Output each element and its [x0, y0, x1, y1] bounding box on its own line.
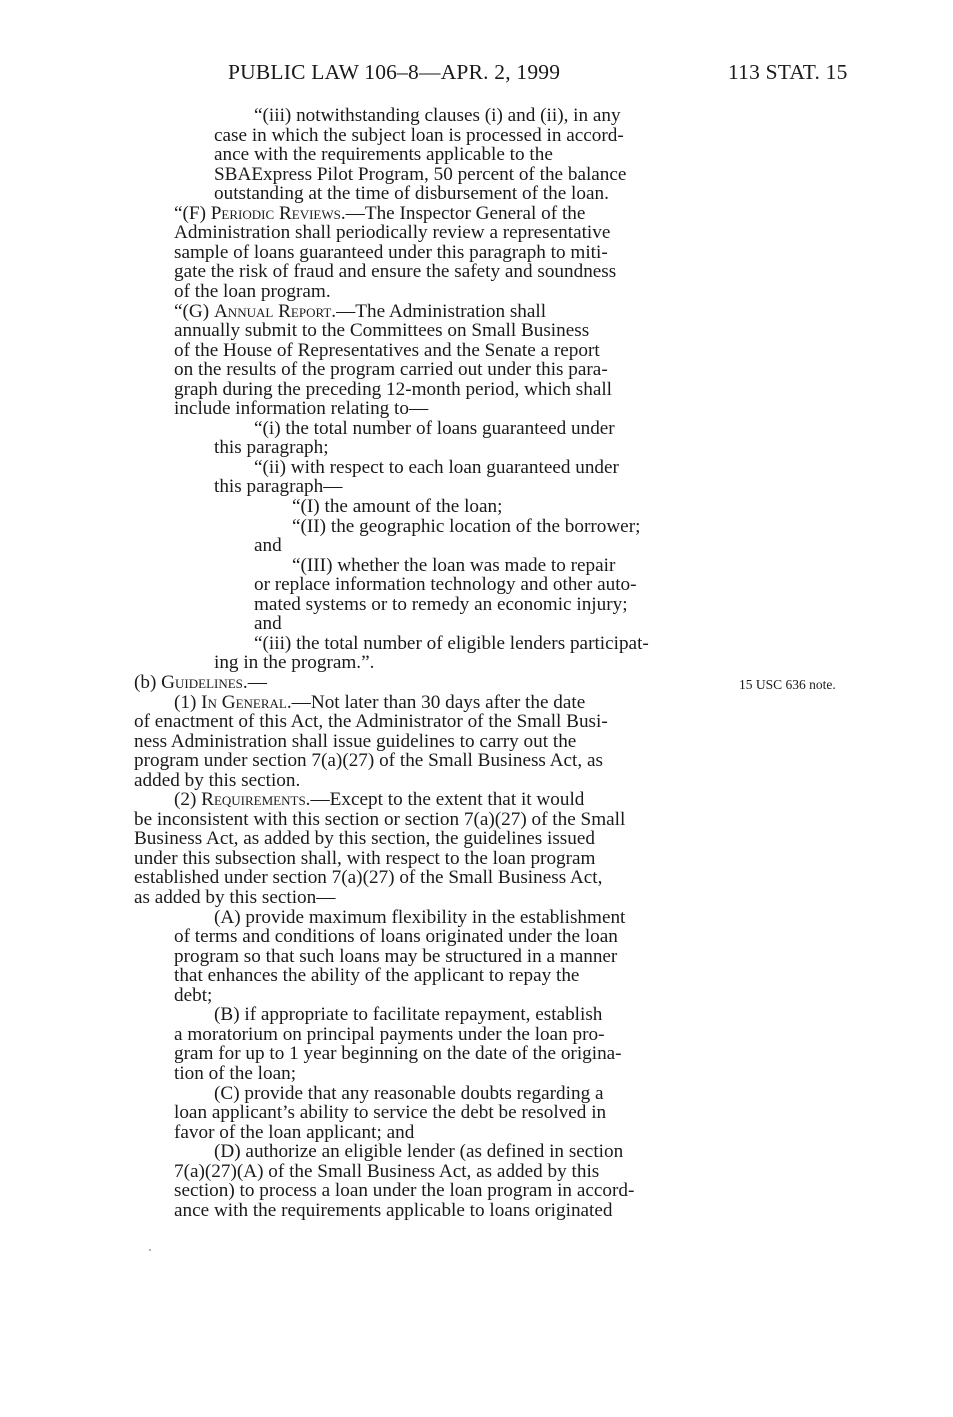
text-line: “(F) Periodic Reviews.—The Inspector General of the: [174, 202, 586, 224]
text-line: (D) authorize an eligible lender (as defined in section: [214, 1141, 624, 1163]
text-line: 7(a)(27)(A) of the Small Business Act, as added by this: [174, 1160, 600, 1182]
text-line: graph during the preceding 12-month period, which shall: [174, 378, 613, 400]
text-line: include information relating to—: [174, 398, 429, 420]
text-line: on the results of the program carried out under this para-: [174, 359, 608, 381]
text-line: debt;: [174, 984, 213, 1006]
text-line: of the loan program.: [174, 280, 331, 302]
text-line: or replace information technology and other auto-: [254, 574, 637, 596]
text-line: “(G) Annual Report.—The Administration shall: [174, 300, 547, 322]
text-line: of terms and conditions of loans originated under the loan: [174, 926, 618, 948]
text-line: (B) if appropriate to facilitate repayment, establish: [214, 1004, 603, 1026]
text-line: ance with the requirements applicable to the: [214, 144, 553, 166]
text-line: as added by this section—: [134, 887, 336, 908]
text-line: mated systems or to remedy an economic injury;: [254, 593, 628, 615]
text-line: “(iii) the total number of eligible lenders participat-: [254, 632, 649, 654]
text-line: outstanding at the time of disbursement of the loan.: [214, 183, 609, 205]
text-line: established under section 7(a)(27) of the Small Business Act,: [134, 867, 603, 889]
page-speck: [149, 1249, 151, 1251]
text-line: program so that such loans may be structured in a manner: [174, 945, 618, 967]
text-line: (b) Guidelines.—: [134, 671, 267, 693]
text-line: of the House of Representatives and the Senate a report: [174, 339, 600, 361]
text-line: “(II) the geographic location of the borrower;: [292, 515, 641, 537]
text-line: and: [254, 613, 282, 635]
section-heading: Periodic Reviews.: [210, 202, 346, 224]
section-heading: In General.: [201, 691, 292, 713]
text-line: “(I) the amount of the loan;: [292, 496, 503, 517]
page-number: 113 STAT. 15: [728, 60, 848, 84]
text-line: of enactment of this Act, the Administrator of the Small Busi-: [134, 711, 608, 733]
text-line: ance with the requirements applicable to loans originated: [174, 1199, 613, 1221]
text-line: be inconsistent with this section or section 7(a)(27) of the Small: [134, 808, 626, 830]
text-line: “(III) whether the loan was made to repair: [292, 554, 616, 576]
text-line: gram for up to 1 year beginning on the date of the origina-: [174, 1043, 622, 1065]
text-line: (2) Requirements.—Except to the extent that it would: [174, 789, 585, 811]
running-header: PUBLIC LAW 106–8—APR. 2, 1999: [228, 60, 561, 84]
text-line: this paragraph;: [214, 437, 329, 459]
text-line: ness Administration shall issue guidelines to carry out the: [134, 730, 577, 752]
text-line: Business Act, as added by this section, the guidelines issued: [134, 828, 595, 850]
text-line: (C) provide that any reasonable doubts regarding a: [214, 1082, 604, 1104]
text-line: tion of the loan;: [174, 1062, 297, 1084]
text-line: ing in the program.”.: [214, 652, 375, 674]
text-line: gate the risk of fraud and ensure the safety and soundness: [174, 261, 617, 283]
text-line: this paragraph—: [214, 476, 343, 498]
text-line: Administration shall periodically review a representative: [174, 222, 611, 244]
text-line: and: [254, 535, 282, 557]
section-heading: Guidelines.: [161, 671, 248, 693]
text-line: under this subsection shall, with respect to the loan program: [134, 847, 596, 869]
text-line: sample of loans guaranteed under this paragraph to miti-: [174, 241, 608, 263]
text-line: a moratorium on principal payments under the loan pro-: [174, 1023, 605, 1045]
text-line: loan applicant’s ability to service the debt be resolved in: [174, 1102, 607, 1124]
text-line: that enhances the ability of the applicant to repay the: [174, 965, 580, 987]
text-line: “(i) the total number of loans guaranteed under: [254, 417, 615, 439]
text-line: (1) In General.—Not later than 30 days after the date: [174, 691, 586, 713]
margin-note: 15 USC 636 note.: [739, 677, 836, 692]
text-line: case in which the subject loan is processed in accord-: [214, 124, 624, 146]
section-heading: Annual Report.: [213, 300, 337, 322]
text-line: “(ii) with respect to each loan guaranteed under: [254, 456, 619, 478]
text-line: favor of the loan applicant; and: [174, 1121, 415, 1143]
text-line: annually submit to the Committees on Small Business: [174, 320, 590, 342]
text-line: “(iii) notwithstanding clauses (i) and (ii), in any: [254, 105, 621, 126]
text-line: (A) provide maximum flexibility in the establishment: [214, 906, 626, 928]
text-line: section) to process a loan under the loan program in accord-: [174, 1180, 635, 1202]
text-line: program under section 7(a)(27) of the Small Business Act, as: [134, 750, 603, 772]
section-heading: Requirements.: [201, 789, 311, 811]
text-line: added by this section.: [134, 769, 301, 791]
text-line: SBAExpress Pilot Program, 50 percent of the balance: [214, 163, 627, 185]
